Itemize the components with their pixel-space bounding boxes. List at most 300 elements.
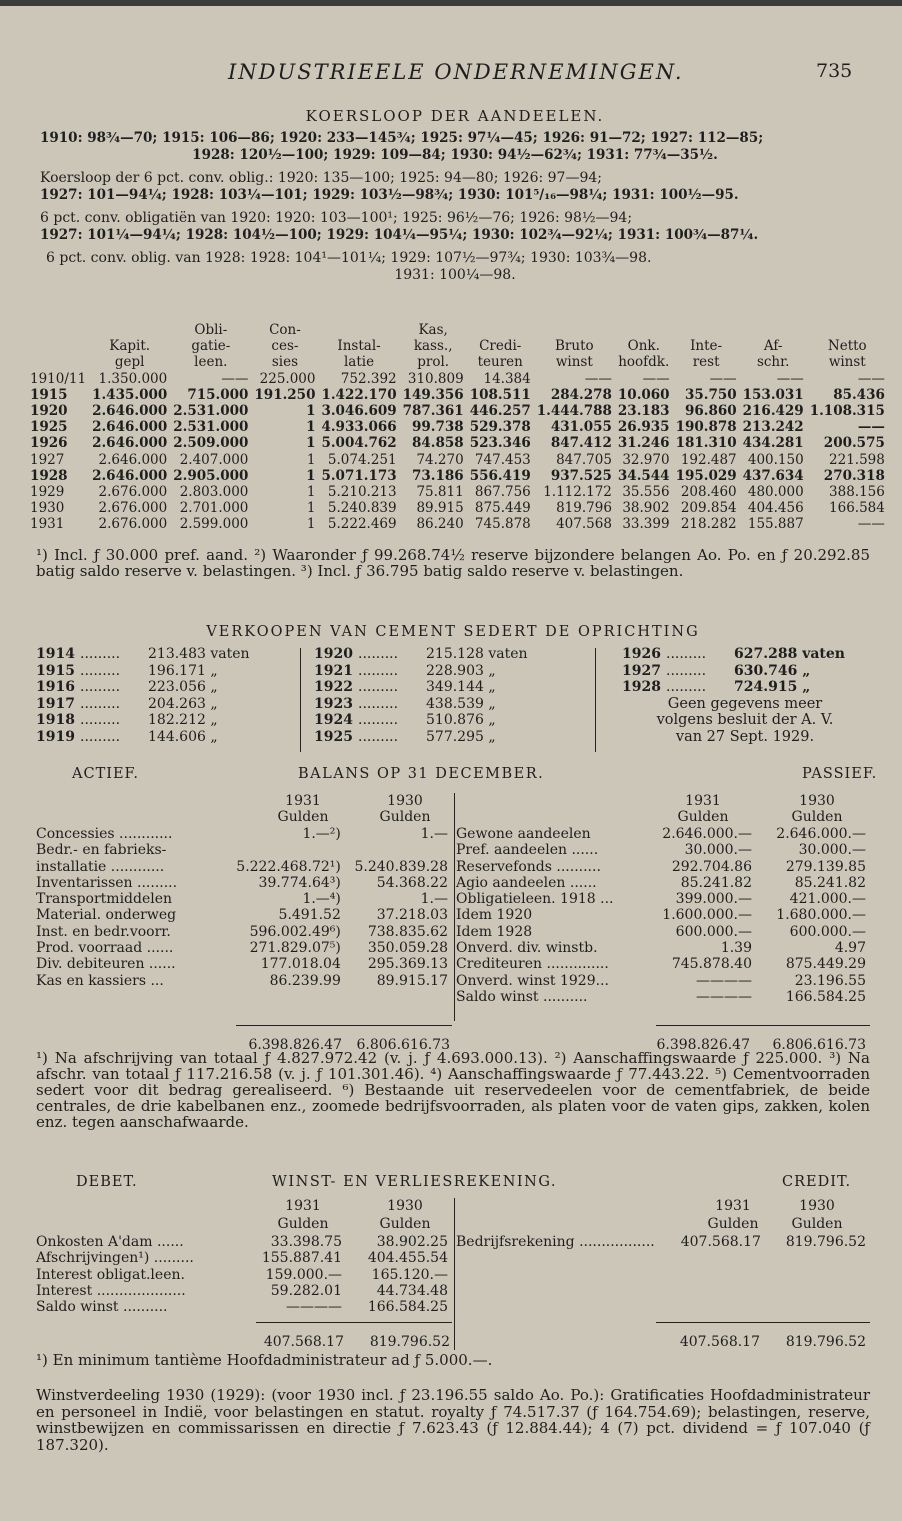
leader-dots: ......... — [358, 679, 399, 695]
table-cell: 10.060 — [617, 386, 670, 403]
page-number: 735 — [816, 60, 853, 82]
table-cell: 937.525 — [550, 467, 612, 484]
table-cell: 86.240 — [416, 516, 464, 533]
debet-label: DEBET. — [76, 1174, 138, 1190]
column-header: gepl — [114, 354, 145, 371]
verkoop-value: 577.295 „ — [426, 728, 496, 745]
table-cell: 34.544 — [617, 467, 670, 484]
verkoop-year: 1917 — [36, 695, 75, 712]
table-cell: —— — [221, 370, 249, 387]
capital-row — [30, 371, 891, 387]
column-header: winst — [555, 354, 593, 371]
ledger-amount: 745.878.40 — [671, 956, 752, 973]
column-header: sies — [271, 354, 299, 371]
table-cell: 2.803.000 — [179, 484, 249, 501]
ledger-label: Concessies ............ — [36, 826, 173, 842]
unit-header: Gulden — [379, 1216, 431, 1232]
ledger-amount: 596.002.49⁶) — [249, 923, 341, 940]
capital-row — [30, 435, 891, 451]
table-cell: 1 — [306, 516, 316, 533]
table-cell: —— — [709, 370, 737, 387]
capital-row — [30, 452, 891, 468]
table-cell: 155.887 — [747, 516, 804, 533]
table-cell: 3.046.609 — [321, 403, 397, 420]
ledger-row — [36, 1283, 452, 1299]
ledger-amount: 89.915.17 — [376, 972, 448, 989]
ledger-amount: 39.774.64³) — [258, 874, 341, 891]
ledger-label: Transportmiddelen — [36, 891, 173, 908]
column-header — [30, 354, 92, 370]
capital-row — [30, 419, 891, 435]
balans-divider — [454, 793, 455, 1021]
ledger-amount: 1.— — [420, 891, 448, 908]
verkoop-value: 204.263 „ — [148, 695, 218, 712]
table-cell: 2.676.000 — [98, 484, 168, 501]
total-1931: 407.568.17 — [263, 1334, 344, 1350]
column-header: hoofdk. — [618, 354, 670, 371]
verkoop-year: 1920 — [314, 646, 353, 662]
ledger-amount: 30.000.— — [798, 842, 866, 859]
ledger-label: installatie ............ — [36, 858, 165, 875]
ledger-amount: 165.120.— — [371, 1266, 448, 1283]
ledger-row — [456, 826, 870, 842]
table-cell: 166.584 — [829, 500, 885, 517]
koers-line: 1931: 100¼—98. — [394, 267, 516, 283]
leader-dots: ......... — [358, 662, 399, 679]
verkoop-year: 1915 — [36, 662, 75, 679]
table-cell: 2.407.000 — [179, 451, 249, 468]
table-cell: 2.646.000 — [98, 451, 168, 468]
leader-dots: ......... — [80, 695, 121, 712]
ledger-label: Crediteuren .............. — [456, 956, 609, 973]
table-cell: 1.112.172 — [543, 484, 612, 501]
table-cell: 400.150 — [747, 451, 804, 468]
ledger-amount: 5.491.52 — [278, 907, 341, 924]
table-cell: 1.435.000 — [92, 386, 168, 403]
balans-footnotes: ¹) Na afschrijving van totaal ƒ 4.827.972.42 (v. j. ƒ 4.693.000.13). ²) Aanschaffingswaarde ƒ 225.000. ³) Na afschr. van totaal ƒ 117.216.58 (v. j. ƒ 101.301.46). ⁴) Aanschaffingswaarde ƒ 77.443.22. ⁵) Cementvoorraden sedert voor dit bedrag gerealiseerd. ⁶) Bestaande uit reservedeelen voor de cementfabriek, de beide centrales, de drie kabelbanen enz., zoomede bedrijfsvoorraden, als platen voor de vaten gips, zakken, kolen enz. tegen aanschafwaarde. — [36, 1049, 870, 1131]
verkoop-year: 1922 — [314, 679, 353, 695]
capital-row — [30, 403, 891, 419]
ledger-amount — [345, 842, 452, 858]
ledger-amount: 2.646.000.— — [776, 826, 866, 842]
ledger-row — [456, 1234, 870, 1250]
ledger-row — [36, 907, 452, 923]
table-cell: 1 — [306, 435, 316, 452]
rule — [656, 1025, 870, 1026]
table-cell: 75.811 — [416, 484, 464, 501]
ledger-amount: 59.282.01 — [270, 1282, 343, 1299]
koers-line: Koersloop der 6 pct. conv. oblig.: 1920: 135—100; 1925: 94—80; 1926: 97—94; — [40, 170, 602, 186]
table-cell: 480.000 — [747, 484, 804, 501]
ledger-label: Afschrijvingen¹) ......... — [36, 1250, 194, 1267]
ledger-amount: 38.902.25 — [376, 1234, 448, 1250]
credit-label: CREDIT. — [782, 1174, 852, 1190]
running-title: INDUSTRIEELE ONDERNEMINGEN. — [228, 60, 684, 84]
row-year: 1928 — [30, 467, 68, 484]
ledger-row — [456, 891, 870, 907]
ledger-amount: 279.139.85 — [785, 858, 866, 875]
ledger-row — [36, 1234, 452, 1250]
ledger-row — [36, 956, 452, 972]
table-cell: 209.854 — [680, 500, 737, 517]
row-year: 1927 — [30, 451, 65, 468]
table-cell: 4.933.066 — [321, 419, 397, 436]
leader-dots: ......... — [358, 712, 399, 728]
leader-dots: ......... — [80, 728, 121, 745]
capital-header-row — [30, 322, 891, 338]
table-cell: 5.240.839 — [327, 500, 397, 517]
verkoop-row — [36, 712, 286, 729]
table-cell: 5.004.762 — [321, 435, 397, 452]
ledger-label: Idem 1920 — [456, 907, 533, 924]
column-header: Af- — [763, 338, 783, 355]
verkoop-year: 1916 — [36, 679, 75, 695]
table-cell: 1 — [306, 500, 316, 517]
column-header: Con- — [269, 322, 301, 338]
ledger-amount: 1.600.000.— — [662, 907, 752, 924]
row-year: 1930 — [30, 500, 65, 517]
ledger-amount: 4.97 — [834, 940, 866, 957]
ledger-amount: 37.218.03 — [376, 907, 448, 924]
ledger-row — [456, 842, 870, 858]
unit-header: Gulden — [707, 1216, 759, 1232]
verkoop-row — [36, 679, 286, 696]
verkoop-row — [314, 646, 584, 663]
leader-dots: ......... — [358, 646, 399, 662]
column-header — [321, 322, 402, 338]
column-header: winst — [828, 354, 866, 371]
table-cell: 2.701.000 — [179, 500, 249, 517]
table-cell: 875.449 — [474, 500, 531, 517]
koers-line: 1927: 101¼—94¼; 1928: 104½—100; 1929: 104¼—95¼; 1930: 102¾—92¼; 1931: 100¾—87¼. — [40, 227, 759, 243]
verkoop-value: 724.915 „ — [734, 679, 811, 695]
ledger-amount: 54.368.22 — [376, 874, 448, 891]
verkoop-row — [36, 663, 286, 680]
ledger-amount: 600.000.— — [789, 923, 866, 940]
ledger-amount: 177.018.04 — [260, 956, 341, 973]
table-cell: 437.634 — [742, 467, 804, 484]
table-cell: 270.318 — [823, 467, 885, 484]
table-cell: 35.556 — [622, 484, 670, 501]
table-cell: 96.860 — [684, 403, 737, 420]
verkoop-year: 1927 — [622, 662, 661, 679]
ledger-label: Bedrijfsrekening ................. — [456, 1234, 655, 1250]
leader-dots: ......... — [80, 712, 121, 728]
ledger-amount: 85.241.82 — [794, 874, 866, 891]
ledger-row — [36, 1299, 452, 1315]
capital-header-row — [30, 354, 891, 370]
ledger-amount: 5.222.468.72¹) — [236, 858, 341, 875]
unit-header: Gulden — [379, 809, 431, 825]
divider — [595, 648, 596, 752]
table-cell: 89.915 — [416, 500, 464, 517]
verkoop-row — [36, 646, 286, 663]
column-header: Netto — [827, 338, 867, 355]
table-cell: 745.878 — [474, 516, 531, 533]
ledger-amount: 404.455.54 — [367, 1250, 448, 1267]
ledger-amount: 1.39 — [720, 940, 752, 957]
ledger-amount: 271.829.07⁵) — [249, 940, 341, 957]
table-cell: 1.108.315 — [809, 403, 885, 420]
unit-header: Gulden — [677, 809, 729, 825]
ledger-label: Interest .................... — [36, 1282, 186, 1299]
table-cell: 23.183 — [617, 403, 670, 420]
table-cell: —— — [857, 516, 885, 533]
table-cell: 1.444.788 — [536, 403, 612, 420]
capital-header-row — [30, 338, 891, 354]
table-cell: 1 — [306, 467, 316, 484]
verkoop-year: 1923 — [314, 695, 353, 712]
total-1930: 819.796.52 — [369, 1334, 450, 1350]
leader-dots: ......... — [666, 646, 707, 662]
verkoop-value: 349.144 „ — [426, 679, 496, 695]
verkoop-value: 627.288 vaten — [734, 646, 845, 662]
column-header — [537, 322, 618, 338]
ledger-label: Onkosten A'dam ...... — [36, 1234, 184, 1250]
ledger-amount: 23.196.55 — [794, 972, 866, 989]
ledger-amount: 1.680.000.— — [776, 907, 866, 924]
leader-dots: ......... — [666, 679, 707, 695]
table-cell: 523.346 — [469, 435, 531, 452]
rule — [236, 1025, 452, 1026]
ledger-row — [36, 940, 452, 956]
verkoop-value: 228.903 „ — [426, 662, 496, 679]
table-cell: 787.361 — [402, 403, 464, 420]
table-cell: 2.646.000 — [92, 435, 168, 452]
table-cell: 108.511 — [469, 386, 531, 403]
row-year: 1926 — [30, 435, 68, 452]
table-cell: 38.902 — [622, 500, 670, 517]
koers-block — [40, 130, 870, 284]
ledger-row — [456, 956, 870, 972]
table-cell: 74.270 — [416, 451, 464, 468]
ledger-label: Onverd. div. winstb. — [456, 940, 598, 957]
verkoop-row — [622, 646, 868, 663]
ledger-label: Gewone aandeelen — [456, 826, 591, 842]
leader-dots: ......... — [358, 728, 399, 745]
ledger-label: Idem 1928 — [456, 923, 533, 940]
table-cell: 2.905.000 — [173, 467, 249, 484]
table-cell: 867.756 — [474, 484, 531, 501]
total-1931: 6.398.826.47 — [248, 1037, 342, 1053]
table-cell: 5.222.469 — [327, 516, 397, 533]
column-header — [676, 322, 743, 338]
table-cell: 747.453 — [474, 451, 531, 468]
koers-line: 6 pct. conv. oblig. van 1928: 1928: 104¹—101¼; 1929: 107½—97¾; 1930: 103¾—98. — [46, 250, 652, 266]
total-1930: 819.796.52 — [785, 1334, 866, 1350]
verkoop-year: 1924 — [314, 712, 353, 728]
table-cell: 556.419 — [469, 467, 531, 484]
verkoop-row — [36, 696, 286, 713]
ledger-amount: 5.240.839.28 — [354, 858, 448, 875]
ledger-amount: 875.449.29 — [785, 956, 866, 973]
ledger-label: Material. onderweg — [36, 907, 177, 924]
year-header: 1930 — [799, 1198, 835, 1214]
column-header: Onk. — [627, 338, 660, 355]
ledger-label: Saldo winst .......... — [456, 988, 588, 1005]
year-header: 1931 — [685, 793, 721, 809]
ledger-amount: 295.369.13 — [367, 956, 448, 973]
row-year: 1931 — [30, 516, 65, 533]
table-cell: 35.750 — [684, 386, 737, 403]
ledger-amount: 819.796.52 — [785, 1234, 866, 1250]
verkoop-year: 1928 — [622, 679, 661, 695]
capital-row — [30, 468, 891, 484]
leader-dots: ......... — [666, 662, 707, 679]
table-cell: 31.246 — [617, 435, 670, 452]
year-header: 1931 — [285, 1198, 321, 1214]
table-cell: 32.970 — [622, 451, 670, 468]
verkoop-row — [622, 663, 868, 680]
table-cell: 715.000 — [187, 386, 249, 403]
column-header: gatie- — [191, 338, 231, 355]
verkoop-note: van 27 Sept. 1929. — [675, 728, 815, 745]
ledger-row — [36, 924, 452, 940]
table-cell: —— — [776, 370, 804, 387]
column-header: leen. — [194, 354, 228, 371]
table-cell: 149.356 — [402, 386, 464, 403]
ledger-amount: 399.000.— — [675, 891, 752, 908]
table-cell: 2.531.000 — [173, 419, 249, 436]
total-1930: 6.806.616.73 — [356, 1037, 450, 1053]
verkoop-year: 1919 — [36, 728, 75, 745]
ledger-label: Bedr.- en fabrieks- — [36, 842, 167, 859]
ledger-amount: ———— — [696, 988, 752, 1005]
capital-row — [30, 516, 891, 532]
ledger-label: Div. debiteuren ...... — [36, 956, 176, 973]
row-year: 1925 — [30, 419, 68, 436]
year-header: 1930 — [387, 1198, 423, 1214]
ledger-label: Inventarissen ......... — [36, 874, 178, 891]
year-header: 1931 — [285, 793, 321, 809]
winst-divider — [454, 1198, 455, 1350]
column-header: Bruto — [555, 338, 594, 355]
table-cell: 1 — [306, 419, 316, 436]
verkoop-row — [622, 679, 868, 696]
ledger-row — [36, 826, 452, 842]
verkoop-year: 1918 — [36, 712, 75, 728]
ledger-row — [456, 973, 870, 989]
column-header: latie — [343, 354, 375, 371]
table-cell: 213.242 — [742, 419, 804, 436]
table-cell: 73.186 — [412, 467, 464, 484]
ledger-amount: 85.241.82 — [680, 874, 752, 891]
verkoop-year: 1926 — [622, 646, 661, 662]
table-cell: 181.310 — [675, 435, 737, 452]
unit-header: Gulden — [277, 809, 329, 825]
table-cell: 191.250 — [254, 386, 316, 403]
verkoop-value: 213.483 vaten — [148, 646, 250, 662]
ledger-amount: 166.584.25 — [367, 1299, 448, 1316]
ledger-amount: 44.734.48 — [376, 1282, 448, 1299]
ledger-amount: 600.000.— — [675, 923, 752, 940]
ledger-row — [456, 907, 870, 923]
winstverdeeling: Winstverdeeling 1930 (1929): (voor 1930 incl. ƒ 23.196.55 saldo Ao. Po.): Gratificaties Hoofdadministrateur en personeel in Indië, voor belastingen en statut. royalty ƒ 74.517.37 (ƒ 164.754.69); belastingen, reserve, winstbewijzen en commissarissen en directie ƒ 7.623.43 (ƒ 12.884.44); 4 (7) pct. dividend = ƒ 107.040 (ƒ 187.320). — [36, 1386, 870, 1454]
unit-header: Gulden — [277, 1216, 329, 1232]
table-cell: 2.531.000 — [173, 403, 249, 420]
table-cell: 434.281 — [742, 435, 804, 452]
table-cell: 1 — [306, 484, 316, 501]
ledger-amount: ———— — [286, 1299, 343, 1316]
rule — [656, 1322, 870, 1323]
koers-line: 1928: 120½—100; 1929: 109—84; 1930: 94½—62¾; 1931: 77¾—35½. — [192, 147, 718, 163]
leader-dots: ......... — [358, 695, 399, 712]
ledger-amount: 292.704.86 — [671, 858, 752, 875]
table-cell: 2.676.000 — [98, 500, 168, 517]
capital-table — [30, 322, 891, 533]
table-cell: 446.257 — [469, 403, 531, 420]
table-cell: 14.384 — [483, 370, 531, 387]
table-cell: —— — [857, 419, 885, 436]
ledger-amount: 33.398.75 — [270, 1234, 343, 1250]
ledger-label: Inst. en bedr.voorr. — [36, 923, 171, 940]
column-header: Instal- — [337, 338, 381, 355]
ledger-label: Obligatieleen. 1918 ... — [456, 891, 614, 908]
table-cell: 5.210.213 — [327, 484, 397, 501]
ledger-row — [456, 859, 870, 875]
verkoop-row — [36, 729, 286, 746]
column-header: teuren — [477, 354, 523, 371]
verkoop-row — [314, 663, 584, 680]
table-cell: 216.429 — [742, 403, 804, 420]
table-cell: 84.858 — [412, 435, 464, 452]
ledger-amount: 155.887.41 — [261, 1250, 343, 1267]
ledger-amount: 350.059.28 — [367, 940, 448, 957]
table-cell: 310.809 — [407, 370, 464, 387]
table-cell: 2.646.000 — [92, 419, 168, 436]
column-header: rest — [692, 354, 720, 371]
ledger-amount: 166.584.25 — [785, 988, 866, 1005]
verkoop-row — [314, 696, 584, 713]
table-cell: 2.646.000 — [92, 403, 168, 420]
table-cell: 225.000 — [259, 370, 316, 387]
ledger-row — [36, 842, 452, 858]
scan-edge — [0, 0, 902, 6]
verkoop-note: Geen gegevens meer — [667, 695, 823, 712]
table-cell: 190.878 — [675, 419, 737, 436]
verkoop-row — [314, 729, 584, 746]
verkoop-year: 1925 — [314, 728, 353, 745]
verkoop-value: 510.876 „ — [426, 712, 496, 728]
ledger-label: Kas en kassiers ... — [36, 972, 164, 989]
table-cell: 388.156 — [829, 484, 885, 501]
column-header: prol. — [417, 354, 450, 371]
ledger-row — [36, 859, 452, 875]
verkoop-note: volgens besluit der A. V. — [656, 712, 834, 728]
capital-row — [30, 387, 891, 403]
verkoop-row — [314, 679, 584, 696]
total-1930: 6.806.616.73 — [772, 1037, 866, 1053]
year-header: 1931 — [715, 1198, 751, 1214]
verkoop-section — [36, 624, 870, 745]
winst-title: WINST- EN VERLIESREKENING. — [272, 1174, 557, 1190]
verkoop-value: 630.746 „ — [734, 662, 811, 679]
table-cell: 1.350.000 — [98, 370, 168, 387]
ledger-amount — [235, 842, 345, 858]
ledger-row — [456, 940, 870, 956]
ledger-row — [456, 875, 870, 891]
verkoop-title: VERKOOPEN VAN CEMENT SEDERT DE OPRICHTING — [206, 624, 700, 640]
verkoop-column — [314, 646, 584, 745]
table-cell: 85.436 — [833, 386, 885, 403]
table-cell: 200.575 — [823, 435, 885, 452]
ledger-row — [456, 989, 870, 1005]
table-cell: 2.509.000 — [173, 435, 249, 452]
verkoop-year: 1921 — [314, 662, 353, 679]
table-cell: 26.935 — [617, 419, 670, 436]
table-cell: 404.456 — [747, 500, 804, 517]
table-cell: 192.487 — [680, 451, 737, 468]
